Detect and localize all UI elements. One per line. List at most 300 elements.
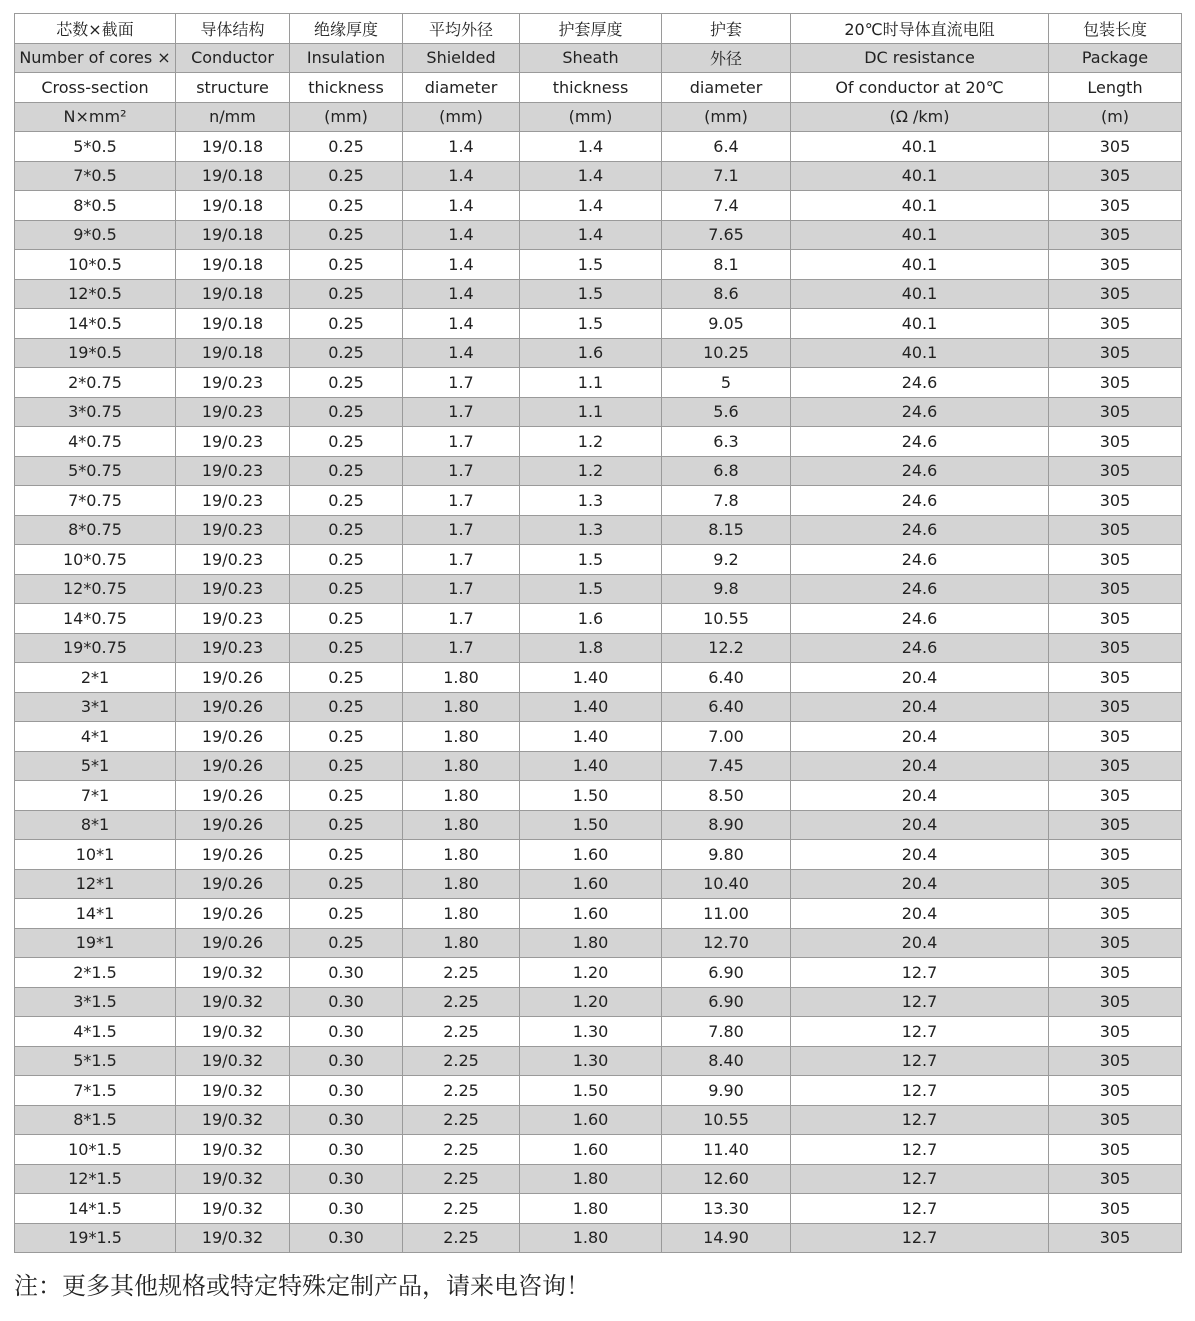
cell-package-length: 305 — [1049, 545, 1182, 575]
cell-sheath-thickness: 1.5 — [520, 574, 662, 604]
cell-cores-cross-section: 7*1 — [15, 781, 176, 811]
cell-insulation-thickness: 0.30 — [290, 1076, 403, 1106]
cell-conductor-structure: 19/0.26 — [176, 869, 290, 899]
cell-package-length: 305 — [1049, 161, 1182, 191]
table-row — [15, 456, 1182, 486]
table-row — [15, 545, 1182, 575]
cell-conductor-structure: 19/0.23 — [176, 397, 290, 427]
table-row — [15, 899, 1182, 929]
cell-package-length: 305 — [1049, 1223, 1182, 1253]
cell-shielded-diameter: 1.4 — [403, 338, 520, 368]
cell-sheath-thickness: 1.8 — [520, 633, 662, 663]
cell-package-length: 305 — [1049, 928, 1182, 958]
cell-conductor-structure: 19/0.26 — [176, 663, 290, 693]
cell-sheath-outer-diameter: 9.8 — [662, 574, 791, 604]
header-cell-shielded-diameter: 平均外径 — [403, 14, 520, 44]
cell-shielded-diameter: 1.7 — [403, 456, 520, 486]
cell-insulation-thickness: 0.25 — [290, 840, 403, 870]
cell-conductor-structure: 19/0.18 — [176, 279, 290, 309]
cell-sheath-thickness: 1.40 — [520, 663, 662, 693]
cell-conductor-structure: 19/0.23 — [176, 545, 290, 575]
cell-cores-cross-section: 19*0.5 — [15, 338, 176, 368]
cell-conductor-structure: 19/0.32 — [176, 1135, 290, 1165]
cell-sheath-thickness: 1.4 — [520, 220, 662, 250]
cell-cores-cross-section: 3*0.75 — [15, 397, 176, 427]
cell-sheath-thickness: 1.60 — [520, 899, 662, 929]
cell-conductor-structure: 19/0.32 — [176, 1223, 290, 1253]
cell-conductor-structure: 19/0.26 — [176, 722, 290, 752]
cell-sheath-outer-diameter: 6.90 — [662, 958, 791, 988]
cell-sheath-thickness: 1.4 — [520, 132, 662, 162]
header-cell-sheath-outer-diameter: diameter — [662, 73, 791, 103]
cell-shielded-diameter: 1.80 — [403, 781, 520, 811]
table-row — [15, 869, 1182, 899]
cell-cores-cross-section: 19*1.5 — [15, 1223, 176, 1253]
table-row — [15, 161, 1182, 191]
table-row — [15, 1017, 1182, 1047]
cell-cores-cross-section: 5*0.75 — [15, 456, 176, 486]
cell-sheath-thickness: 1.50 — [520, 1076, 662, 1106]
cell-shielded-diameter: 1.7 — [403, 486, 520, 516]
cell-conductor-structure: 19/0.23 — [176, 633, 290, 663]
cell-sheath-thickness: 1.60 — [520, 1105, 662, 1135]
cell-package-length: 305 — [1049, 309, 1182, 339]
header-cell-sheath-outer-diameter: 护套 — [662, 14, 791, 44]
cell-cores-cross-section: 5*1.5 — [15, 1046, 176, 1076]
cell-insulation-thickness: 0.25 — [290, 397, 403, 427]
header-cell-dc-resistance: DC resistance — [791, 43, 1049, 73]
cell-insulation-thickness: 0.25 — [290, 928, 403, 958]
cell-package-length: 305 — [1049, 1105, 1182, 1135]
cell-insulation-thickness: 0.25 — [290, 781, 403, 811]
cell-shielded-diameter: 1.7 — [403, 515, 520, 545]
header-cell-package-length: 包装长度 — [1049, 14, 1182, 44]
cell-sheath-outer-diameter: 12.70 — [662, 928, 791, 958]
cell-dc-resistance: 24.6 — [791, 456, 1049, 486]
cell-sheath-outer-diameter: 11.40 — [662, 1135, 791, 1165]
cell-sheath-thickness: 1.6 — [520, 604, 662, 634]
cell-dc-resistance: 12.7 — [791, 1223, 1049, 1253]
cell-sheath-outer-diameter: 6.40 — [662, 663, 791, 693]
cell-insulation-thickness: 0.25 — [290, 132, 403, 162]
table-row — [15, 663, 1182, 693]
cell-cores-cross-section: 12*0.5 — [15, 279, 176, 309]
table-row — [15, 515, 1182, 545]
table-row — [15, 309, 1182, 339]
cell-cores-cross-section: 2*1.5 — [15, 958, 176, 988]
cell-insulation-thickness: 0.30 — [290, 1135, 403, 1165]
cell-dc-resistance: 40.1 — [791, 220, 1049, 250]
header-cell-sheath-thickness: Sheath — [520, 43, 662, 73]
cell-cores-cross-section: 9*0.5 — [15, 220, 176, 250]
table-row — [15, 368, 1182, 398]
cell-dc-resistance: 20.4 — [791, 899, 1049, 929]
cell-sheath-outer-diameter: 8.40 — [662, 1046, 791, 1076]
cell-insulation-thickness: 0.25 — [290, 279, 403, 309]
cell-sheath-outer-diameter: 8.6 — [662, 279, 791, 309]
cell-dc-resistance: 12.7 — [791, 958, 1049, 988]
cell-insulation-thickness: 0.25 — [290, 338, 403, 368]
cell-dc-resistance: 40.1 — [791, 132, 1049, 162]
header-cell-sheath-outer-diameter: (mm) — [662, 102, 791, 132]
cell-dc-resistance: 20.4 — [791, 869, 1049, 899]
cell-package-length: 305 — [1049, 692, 1182, 722]
cell-dc-resistance: 24.6 — [791, 427, 1049, 457]
cell-insulation-thickness: 0.25 — [290, 574, 403, 604]
cell-insulation-thickness: 0.25 — [290, 545, 403, 575]
cell-insulation-thickness: 0.25 — [290, 191, 403, 221]
cell-package-length: 305 — [1049, 1046, 1182, 1076]
table-row — [15, 1105, 1182, 1135]
cell-insulation-thickness: 0.25 — [290, 751, 403, 781]
cell-conductor-structure: 19/0.26 — [176, 928, 290, 958]
cell-sheath-thickness: 1.50 — [520, 810, 662, 840]
cell-insulation-thickness: 0.25 — [290, 869, 403, 899]
cell-dc-resistance: 24.6 — [791, 545, 1049, 575]
cell-package-length: 305 — [1049, 722, 1182, 752]
cell-package-length: 305 — [1049, 220, 1182, 250]
cell-insulation-thickness: 0.25 — [290, 604, 403, 634]
table-row — [15, 604, 1182, 634]
table-row — [15, 781, 1182, 811]
cell-package-length: 305 — [1049, 1194, 1182, 1224]
cell-sheath-thickness: 1.80 — [520, 1194, 662, 1224]
table-row — [15, 928, 1182, 958]
cell-dc-resistance: 20.4 — [791, 810, 1049, 840]
cell-shielded-diameter: 1.4 — [403, 191, 520, 221]
cell-dc-resistance: 24.6 — [791, 574, 1049, 604]
cell-dc-resistance: 40.1 — [791, 279, 1049, 309]
table-row — [15, 1076, 1182, 1106]
cell-sheath-outer-diameter: 14.90 — [662, 1223, 791, 1253]
cell-sheath-thickness: 1.50 — [520, 781, 662, 811]
cell-shielded-diameter: 1.80 — [403, 869, 520, 899]
cell-insulation-thickness: 0.30 — [290, 1046, 403, 1076]
cell-dc-resistance: 20.4 — [791, 840, 1049, 870]
cell-conductor-structure: 19/0.32 — [176, 958, 290, 988]
header-cell-package-length: (m) — [1049, 102, 1182, 132]
cell-dc-resistance: 24.6 — [791, 604, 1049, 634]
cell-sheath-outer-diameter: 6.3 — [662, 427, 791, 457]
cell-package-length: 305 — [1049, 427, 1182, 457]
cell-sheath-outer-diameter: 8.1 — [662, 250, 791, 280]
cell-shielded-diameter: 1.4 — [403, 132, 520, 162]
cell-conductor-structure: 19/0.18 — [176, 309, 290, 339]
cell-dc-resistance: 40.1 — [791, 338, 1049, 368]
cell-dc-resistance: 20.4 — [791, 663, 1049, 693]
cell-cores-cross-section: 4*0.75 — [15, 427, 176, 457]
cell-insulation-thickness: 0.25 — [290, 692, 403, 722]
cell-shielded-diameter: 2.25 — [403, 1164, 520, 1194]
header-cell-conductor-structure: 导体结构 — [176, 14, 290, 44]
cell-sheath-outer-diameter: 9.05 — [662, 309, 791, 339]
cell-sheath-outer-diameter: 9.90 — [662, 1076, 791, 1106]
cell-sheath-thickness: 1.40 — [520, 722, 662, 752]
cell-sheath-thickness: 1.80 — [520, 928, 662, 958]
cell-insulation-thickness: 0.30 — [290, 1105, 403, 1135]
cell-insulation-thickness: 0.25 — [290, 427, 403, 457]
header-row — [15, 14, 1182, 44]
cell-sheath-thickness: 1.2 — [520, 427, 662, 457]
header-cell-sheath-thickness: (mm) — [520, 102, 662, 132]
cell-sheath-outer-diameter: 9.80 — [662, 840, 791, 870]
cell-insulation-thickness: 0.25 — [290, 456, 403, 486]
header-cell-insulation-thickness: (mm) — [290, 102, 403, 132]
cell-insulation-thickness: 0.30 — [290, 1164, 403, 1194]
cell-sheath-outer-diameter: 12.60 — [662, 1164, 791, 1194]
cell-sheath-thickness: 1.20 — [520, 958, 662, 988]
cell-shielded-diameter: 2.25 — [403, 958, 520, 988]
cell-package-length: 305 — [1049, 574, 1182, 604]
cell-shielded-diameter: 1.4 — [403, 250, 520, 280]
cell-sheath-outer-diameter: 6.40 — [662, 692, 791, 722]
cell-conductor-structure: 19/0.32 — [176, 1017, 290, 1047]
header-cell-insulation-thickness: thickness — [290, 73, 403, 103]
cell-shielded-diameter: 1.7 — [403, 633, 520, 663]
cell-sheath-outer-diameter: 7.80 — [662, 1017, 791, 1047]
cell-cores-cross-section: 10*0.5 — [15, 250, 176, 280]
header-cell-shielded-diameter: Shielded — [403, 43, 520, 73]
cell-sheath-thickness: 1.60 — [520, 1135, 662, 1165]
footer-note: 注：更多其他规格或特定特殊定制产品，请来电咨询！ — [14, 1272, 590, 1300]
cell-cores-cross-section: 5*0.5 — [15, 132, 176, 162]
cell-shielded-diameter: 1.80 — [403, 751, 520, 781]
cell-sheath-thickness: 1.30 — [520, 1017, 662, 1047]
cell-dc-resistance: 24.6 — [791, 486, 1049, 516]
cell-shielded-diameter: 2.25 — [403, 1017, 520, 1047]
cell-cores-cross-section: 4*1.5 — [15, 1017, 176, 1047]
cell-package-length: 305 — [1049, 869, 1182, 899]
table-row — [15, 1135, 1182, 1165]
cell-sheath-outer-diameter: 8.15 — [662, 515, 791, 545]
cell-sheath-thickness: 1.40 — [520, 692, 662, 722]
table-row — [15, 191, 1182, 221]
cell-package-length: 305 — [1049, 1076, 1182, 1106]
cell-conductor-structure: 19/0.32 — [176, 987, 290, 1017]
cell-sheath-thickness: 1.4 — [520, 161, 662, 191]
cell-sheath-thickness: 1.2 — [520, 456, 662, 486]
cell-shielded-diameter: 1.4 — [403, 309, 520, 339]
header-cell-cores-cross-section: Number of cores × — [15, 43, 176, 73]
cell-insulation-thickness: 0.25 — [290, 663, 403, 693]
cell-sheath-outer-diameter: 10.40 — [662, 869, 791, 899]
cell-dc-resistance: 24.6 — [791, 368, 1049, 398]
cell-sheath-thickness: 1.20 — [520, 987, 662, 1017]
cell-shielded-diameter: 1.80 — [403, 722, 520, 752]
cell-sheath-outer-diameter: 5.6 — [662, 397, 791, 427]
cell-conductor-structure: 19/0.32 — [176, 1076, 290, 1106]
cell-conductor-structure: 19/0.26 — [176, 781, 290, 811]
cell-package-length: 305 — [1049, 781, 1182, 811]
cell-sheath-thickness: 1.4 — [520, 191, 662, 221]
cell-cores-cross-section: 5*1 — [15, 751, 176, 781]
table-row — [15, 427, 1182, 457]
cell-package-length: 305 — [1049, 987, 1182, 1017]
cell-package-length: 305 — [1049, 840, 1182, 870]
cell-insulation-thickness: 0.25 — [290, 250, 403, 280]
cell-sheath-outer-diameter: 9.2 — [662, 545, 791, 575]
table-row — [15, 574, 1182, 604]
cell-conductor-structure: 19/0.26 — [176, 810, 290, 840]
cell-dc-resistance: 12.7 — [791, 1105, 1049, 1135]
cell-dc-resistance: 40.1 — [791, 309, 1049, 339]
cell-sheath-outer-diameter: 6.90 — [662, 987, 791, 1017]
cell-insulation-thickness: 0.25 — [290, 309, 403, 339]
cell-cores-cross-section: 12*1 — [15, 869, 176, 899]
cell-shielded-diameter: 1.80 — [403, 899, 520, 929]
cell-sheath-outer-diameter: 7.8 — [662, 486, 791, 516]
cell-conductor-structure: 19/0.32 — [176, 1105, 290, 1135]
cell-sheath-outer-diameter: 13.30 — [662, 1194, 791, 1224]
cell-sheath-thickness: 1.40 — [520, 751, 662, 781]
cell-package-length: 305 — [1049, 279, 1182, 309]
cell-cores-cross-section: 14*0.75 — [15, 604, 176, 634]
cell-sheath-outer-diameter: 10.25 — [662, 338, 791, 368]
cell-insulation-thickness: 0.30 — [290, 958, 403, 988]
header-cell-package-length: Package — [1049, 43, 1182, 73]
cell-dc-resistance: 12.7 — [791, 1017, 1049, 1047]
cell-sheath-outer-diameter: 10.55 — [662, 604, 791, 634]
cell-insulation-thickness: 0.25 — [290, 899, 403, 929]
cell-dc-resistance: 20.4 — [791, 692, 1049, 722]
cell-conductor-structure: 19/0.23 — [176, 456, 290, 486]
cell-package-length: 305 — [1049, 663, 1182, 693]
cell-sheath-thickness: 1.1 — [520, 397, 662, 427]
cell-cores-cross-section: 19*1 — [15, 928, 176, 958]
cell-sheath-thickness: 1.5 — [520, 250, 662, 280]
header-cell-insulation-thickness: 绝缘厚度 — [290, 14, 403, 44]
cell-package-length: 305 — [1049, 250, 1182, 280]
cell-dc-resistance: 12.7 — [791, 1194, 1049, 1224]
cell-cores-cross-section: 7*0.75 — [15, 486, 176, 516]
cell-cores-cross-section: 3*1 — [15, 692, 176, 722]
table-row — [15, 751, 1182, 781]
cell-sheath-outer-diameter: 8.90 — [662, 810, 791, 840]
header-cell-sheath-outer-diameter: 外径 — [662, 43, 791, 73]
cell-insulation-thickness: 0.25 — [290, 515, 403, 545]
cell-package-length: 305 — [1049, 456, 1182, 486]
table-row — [15, 250, 1182, 280]
cell-sheath-thickness: 1.30 — [520, 1046, 662, 1076]
cell-sheath-thickness: 1.80 — [520, 1223, 662, 1253]
cell-sheath-thickness: 1.5 — [520, 309, 662, 339]
cell-package-length: 305 — [1049, 515, 1182, 545]
cell-insulation-thickness: 0.30 — [290, 1194, 403, 1224]
cell-dc-resistance: 40.1 — [791, 161, 1049, 191]
cell-sheath-outer-diameter: 7.4 — [662, 191, 791, 221]
header-cell-insulation-thickness: Insulation — [290, 43, 403, 73]
cell-sheath-thickness: 1.5 — [520, 279, 662, 309]
cell-conductor-structure: 19/0.18 — [176, 220, 290, 250]
cable-spec-table — [14, 13, 1182, 1253]
cell-package-length: 305 — [1049, 633, 1182, 663]
table-row — [15, 987, 1182, 1017]
cell-dc-resistance: 12.7 — [791, 1164, 1049, 1194]
cell-insulation-thickness: 0.25 — [290, 633, 403, 663]
cell-sheath-thickness: 1.80 — [520, 1164, 662, 1194]
cell-shielded-diameter: 1.80 — [403, 840, 520, 870]
cell-sheath-outer-diameter: 8.50 — [662, 781, 791, 811]
cell-shielded-diameter: 1.4 — [403, 161, 520, 191]
cell-dc-resistance: 20.4 — [791, 722, 1049, 752]
cell-cores-cross-section: 12*0.75 — [15, 574, 176, 604]
cell-sheath-thickness: 1.6 — [520, 338, 662, 368]
cell-shielded-diameter: 2.25 — [403, 987, 520, 1017]
cell-dc-resistance: 40.1 — [791, 250, 1049, 280]
table-row — [15, 1164, 1182, 1194]
cell-sheath-thickness: 1.60 — [520, 869, 662, 899]
cell-shielded-diameter: 2.25 — [403, 1135, 520, 1165]
cell-insulation-thickness: 0.30 — [290, 1223, 403, 1253]
header-row — [15, 73, 1182, 103]
cell-sheath-outer-diameter: 5 — [662, 368, 791, 398]
table-row — [15, 279, 1182, 309]
cell-shielded-diameter: 2.25 — [403, 1105, 520, 1135]
cell-cores-cross-section: 12*1.5 — [15, 1164, 176, 1194]
cell-insulation-thickness: 0.30 — [290, 987, 403, 1017]
cell-cores-cross-section: 10*1 — [15, 840, 176, 870]
cell-shielded-diameter: 1.7 — [403, 574, 520, 604]
cell-dc-resistance: 24.6 — [791, 397, 1049, 427]
cell-conductor-structure: 19/0.32 — [176, 1164, 290, 1194]
cell-sheath-outer-diameter: 11.00 — [662, 899, 791, 929]
cell-conductor-structure: 19/0.23 — [176, 574, 290, 604]
cell-package-length: 305 — [1049, 810, 1182, 840]
cell-dc-resistance: 24.6 — [791, 515, 1049, 545]
header-cell-sheath-thickness: 护套厚度 — [520, 14, 662, 44]
header-cell-cores-cross-section: Cross-section — [15, 73, 176, 103]
table-row — [15, 1194, 1182, 1224]
table-row — [15, 810, 1182, 840]
cell-shielded-diameter: 1.4 — [403, 220, 520, 250]
header-cell-dc-resistance: Of conductor at 20℃ — [791, 73, 1049, 103]
cell-dc-resistance: 20.4 — [791, 781, 1049, 811]
cell-shielded-diameter: 2.25 — [403, 1194, 520, 1224]
cell-package-length: 305 — [1049, 1164, 1182, 1194]
cell-insulation-thickness: 0.25 — [290, 220, 403, 250]
cell-conductor-structure: 19/0.18 — [176, 161, 290, 191]
cell-sheath-outer-diameter: 7.1 — [662, 161, 791, 191]
cell-dc-resistance: 24.6 — [791, 633, 1049, 663]
cell-cores-cross-section: 7*1.5 — [15, 1076, 176, 1106]
cell-conductor-structure: 19/0.26 — [176, 899, 290, 929]
cell-cores-cross-section: 3*1.5 — [15, 987, 176, 1017]
cell-sheath-outer-diameter: 10.55 — [662, 1105, 791, 1135]
cell-conductor-structure: 19/0.23 — [176, 427, 290, 457]
cell-insulation-thickness: 0.25 — [290, 486, 403, 516]
cell-dc-resistance: 20.4 — [791, 751, 1049, 781]
table-row — [15, 840, 1182, 870]
cell-sheath-outer-diameter: 7.00 — [662, 722, 791, 752]
cell-package-length: 305 — [1049, 486, 1182, 516]
cell-cores-cross-section: 14*1.5 — [15, 1194, 176, 1224]
cell-sheath-thickness: 1.5 — [520, 545, 662, 575]
table-row — [15, 220, 1182, 250]
cell-sheath-outer-diameter: 7.45 — [662, 751, 791, 781]
header-cell-conductor-structure: n/mm — [176, 102, 290, 132]
cell-cores-cross-section: 8*1.5 — [15, 1105, 176, 1135]
cell-insulation-thickness: 0.25 — [290, 161, 403, 191]
cell-dc-resistance: 12.7 — [791, 1046, 1049, 1076]
cell-cores-cross-section: 2*1 — [15, 663, 176, 693]
cell-shielded-diameter: 1.7 — [403, 545, 520, 575]
header-cell-shielded-diameter: diameter — [403, 73, 520, 103]
cell-cores-cross-section: 10*1.5 — [15, 1135, 176, 1165]
cell-insulation-thickness: 0.30 — [290, 1017, 403, 1047]
cell-cores-cross-section: 8*0.5 — [15, 191, 176, 221]
spec-table-body — [15, 14, 1182, 1253]
header-row — [15, 102, 1182, 132]
